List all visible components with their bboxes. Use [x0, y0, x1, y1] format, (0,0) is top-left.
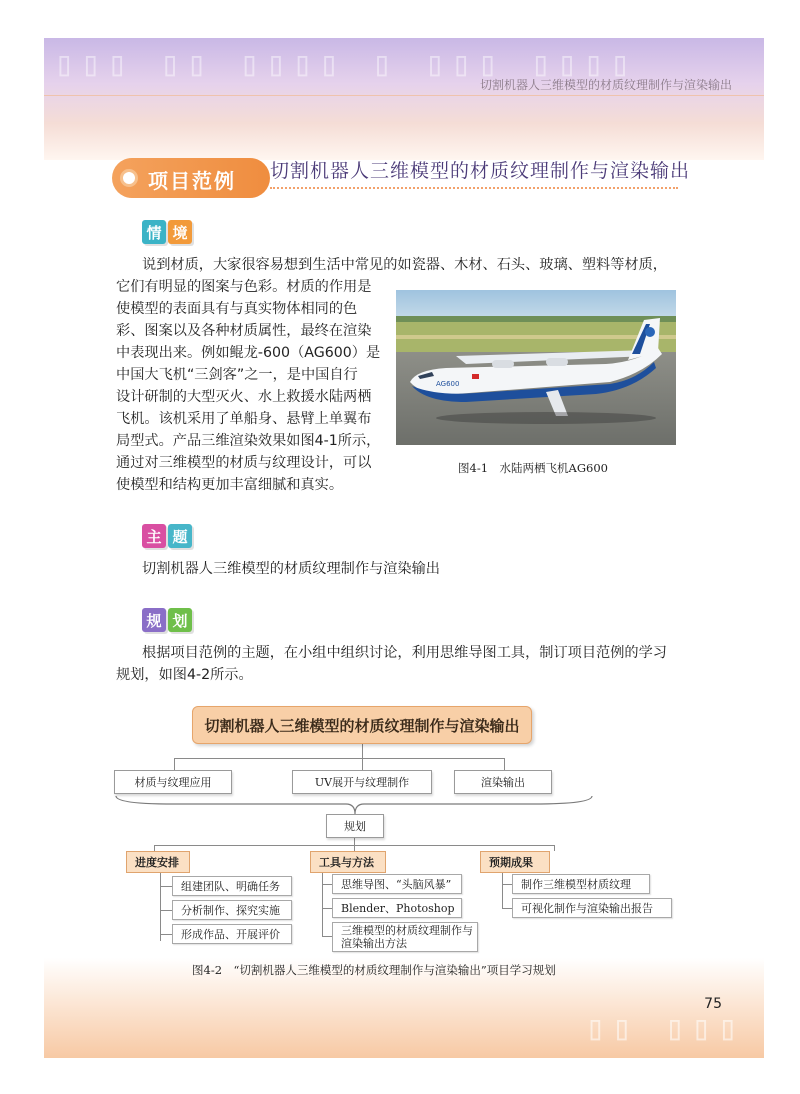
mindmap-leaf: 可视化制作与渲染输出报告 — [512, 898, 672, 918]
context-line: 它们有明显的图案与色彩。材质的作用是 — [116, 279, 372, 295]
context-line: 彩、图案以及各种材质属性，最终在渲染 — [116, 323, 372, 339]
connector — [362, 758, 363, 770]
connector — [322, 908, 332, 909]
connector — [354, 838, 355, 845]
connector — [160, 886, 172, 887]
plane-marking: AG600 — [436, 380, 460, 388]
decorative-pattern: ▯▯▯ ▯▯ ▯▯▯▯ ▯ ▯▯▯ ▯▯▯▯ — [54, 44, 637, 84]
section-rule — [270, 187, 678, 189]
context-line: 中国大飞机“三剑客”之一，是中国自行 — [116, 367, 358, 383]
connector — [160, 873, 161, 941]
mindmap-plan-node: 规划 — [326, 814, 384, 838]
plan-badge — [142, 608, 192, 632]
mindmap-leaf: 形成作品、开展评价 — [172, 924, 292, 944]
header-rule — [44, 95, 764, 96]
badge-char: 境 — [168, 220, 192, 244]
running-title: 切割机器人三维模型的材质纹理制作与渲染输出 — [479, 78, 732, 92]
context-line: 说到材质，大家很容易想到生活中常见的如瓷器、木材、石头、玻璃、塑料等材质， — [142, 257, 667, 273]
mindmap-root: 切割机器人三维模型的材质纹理制作与渲染输出 — [192, 706, 532, 744]
ag600-photo — [396, 290, 676, 445]
connector — [504, 758, 505, 770]
mindmap-leaf: 分析制作、探究实施 — [172, 900, 292, 920]
context-line: 中表现出来。例如鲲龙-600（AG600）是 — [116, 345, 381, 361]
connector — [174, 758, 175, 770]
figure-caption: 图4-2 “切割机器人三维模型的材质纹理制作与渲染输出”项目学习规划 — [192, 963, 556, 977]
mindmap-topic: 渲染输出 — [454, 770, 552, 794]
theme-badge — [142, 524, 192, 548]
connector — [502, 908, 512, 909]
connector — [160, 910, 172, 911]
badge-char: 划 — [168, 608, 192, 632]
context-line: 使模型的表面具有与真实物体相同的色 — [116, 301, 358, 317]
connector — [322, 884, 332, 885]
context-line: 设计研制的大型灭火、水上救援水陆两栖 — [116, 389, 372, 405]
context-line: 飞机。该机采用了单船身、悬臂上单翼布 — [116, 411, 372, 427]
mindmap-topic: 材质与纹理应用 — [114, 770, 232, 794]
mindmap-leaf: 思维导图、“头脑风暴” — [332, 874, 462, 894]
section-tag — [112, 158, 270, 198]
context-badge — [142, 220, 192, 244]
brace-connector — [114, 794, 614, 816]
context-line: 局型式。产品三维渲染效果如图4-1所示， — [116, 433, 381, 449]
mindmap-topic: UV展开与纹理制作 — [292, 770, 432, 794]
mindmap-category: 进度安排 — [126, 851, 190, 873]
section-title: 切割机器人三维模型的材质纹理制作与渲染输出 — [270, 160, 691, 182]
header-band — [44, 38, 764, 160]
badge-char: 主 — [142, 524, 166, 548]
context-line: 使模型和结构更加丰富细腻和真实。 — [116, 477, 344, 493]
connector — [322, 936, 332, 937]
plan-line: 根据项目范例的主题，在小组中组织讨论，利用思维导图工具，制订项目范例的学习 — [142, 645, 667, 661]
mindmap-category: 工具与方法 — [310, 851, 386, 873]
circle-icon — [120, 169, 138, 187]
badge-char: 情 — [142, 220, 166, 244]
theme-text: 切割机器人三维模型的材质纹理制作与渲染输出 — [142, 561, 440, 577]
connector — [160, 934, 172, 935]
context-line: 通过对三维模型的材质与纹理设计，可以 — [116, 455, 372, 471]
mindmap-leaf: 三维模型的材质纹理制作与渲染输出方法 — [332, 922, 478, 952]
connector — [362, 744, 363, 758]
section-tag-label: 项目范例 — [148, 169, 236, 193]
figure-caption: 图4-1 水陆两栖飞机AG600 — [458, 461, 608, 475]
mindmap-leaf: Blender、Photoshop — [332, 898, 462, 918]
connector — [322, 873, 323, 937]
badge-char: 规 — [142, 608, 166, 632]
plan-line: 规划，如图4-2所示。 — [116, 667, 253, 683]
connector — [554, 845, 555, 851]
badge-char: 题 — [168, 524, 192, 548]
mindmap-leaf: 制作三维模型材质纹理 — [512, 874, 650, 894]
decorative-pattern: ▯▯ ▯▯▯ — [585, 1008, 744, 1048]
connector — [174, 758, 504, 759]
mindmap-category: 预期成果 — [480, 851, 550, 873]
mind-map — [114, 698, 694, 953]
amphibious-plane-image — [396, 290, 676, 445]
page-number: 75 — [704, 996, 722, 1012]
connector — [502, 884, 512, 885]
textbook-page — [44, 38, 764, 1058]
mindmap-leaf: 组建团队、明确任务 — [172, 876, 292, 896]
connector — [502, 873, 503, 909]
